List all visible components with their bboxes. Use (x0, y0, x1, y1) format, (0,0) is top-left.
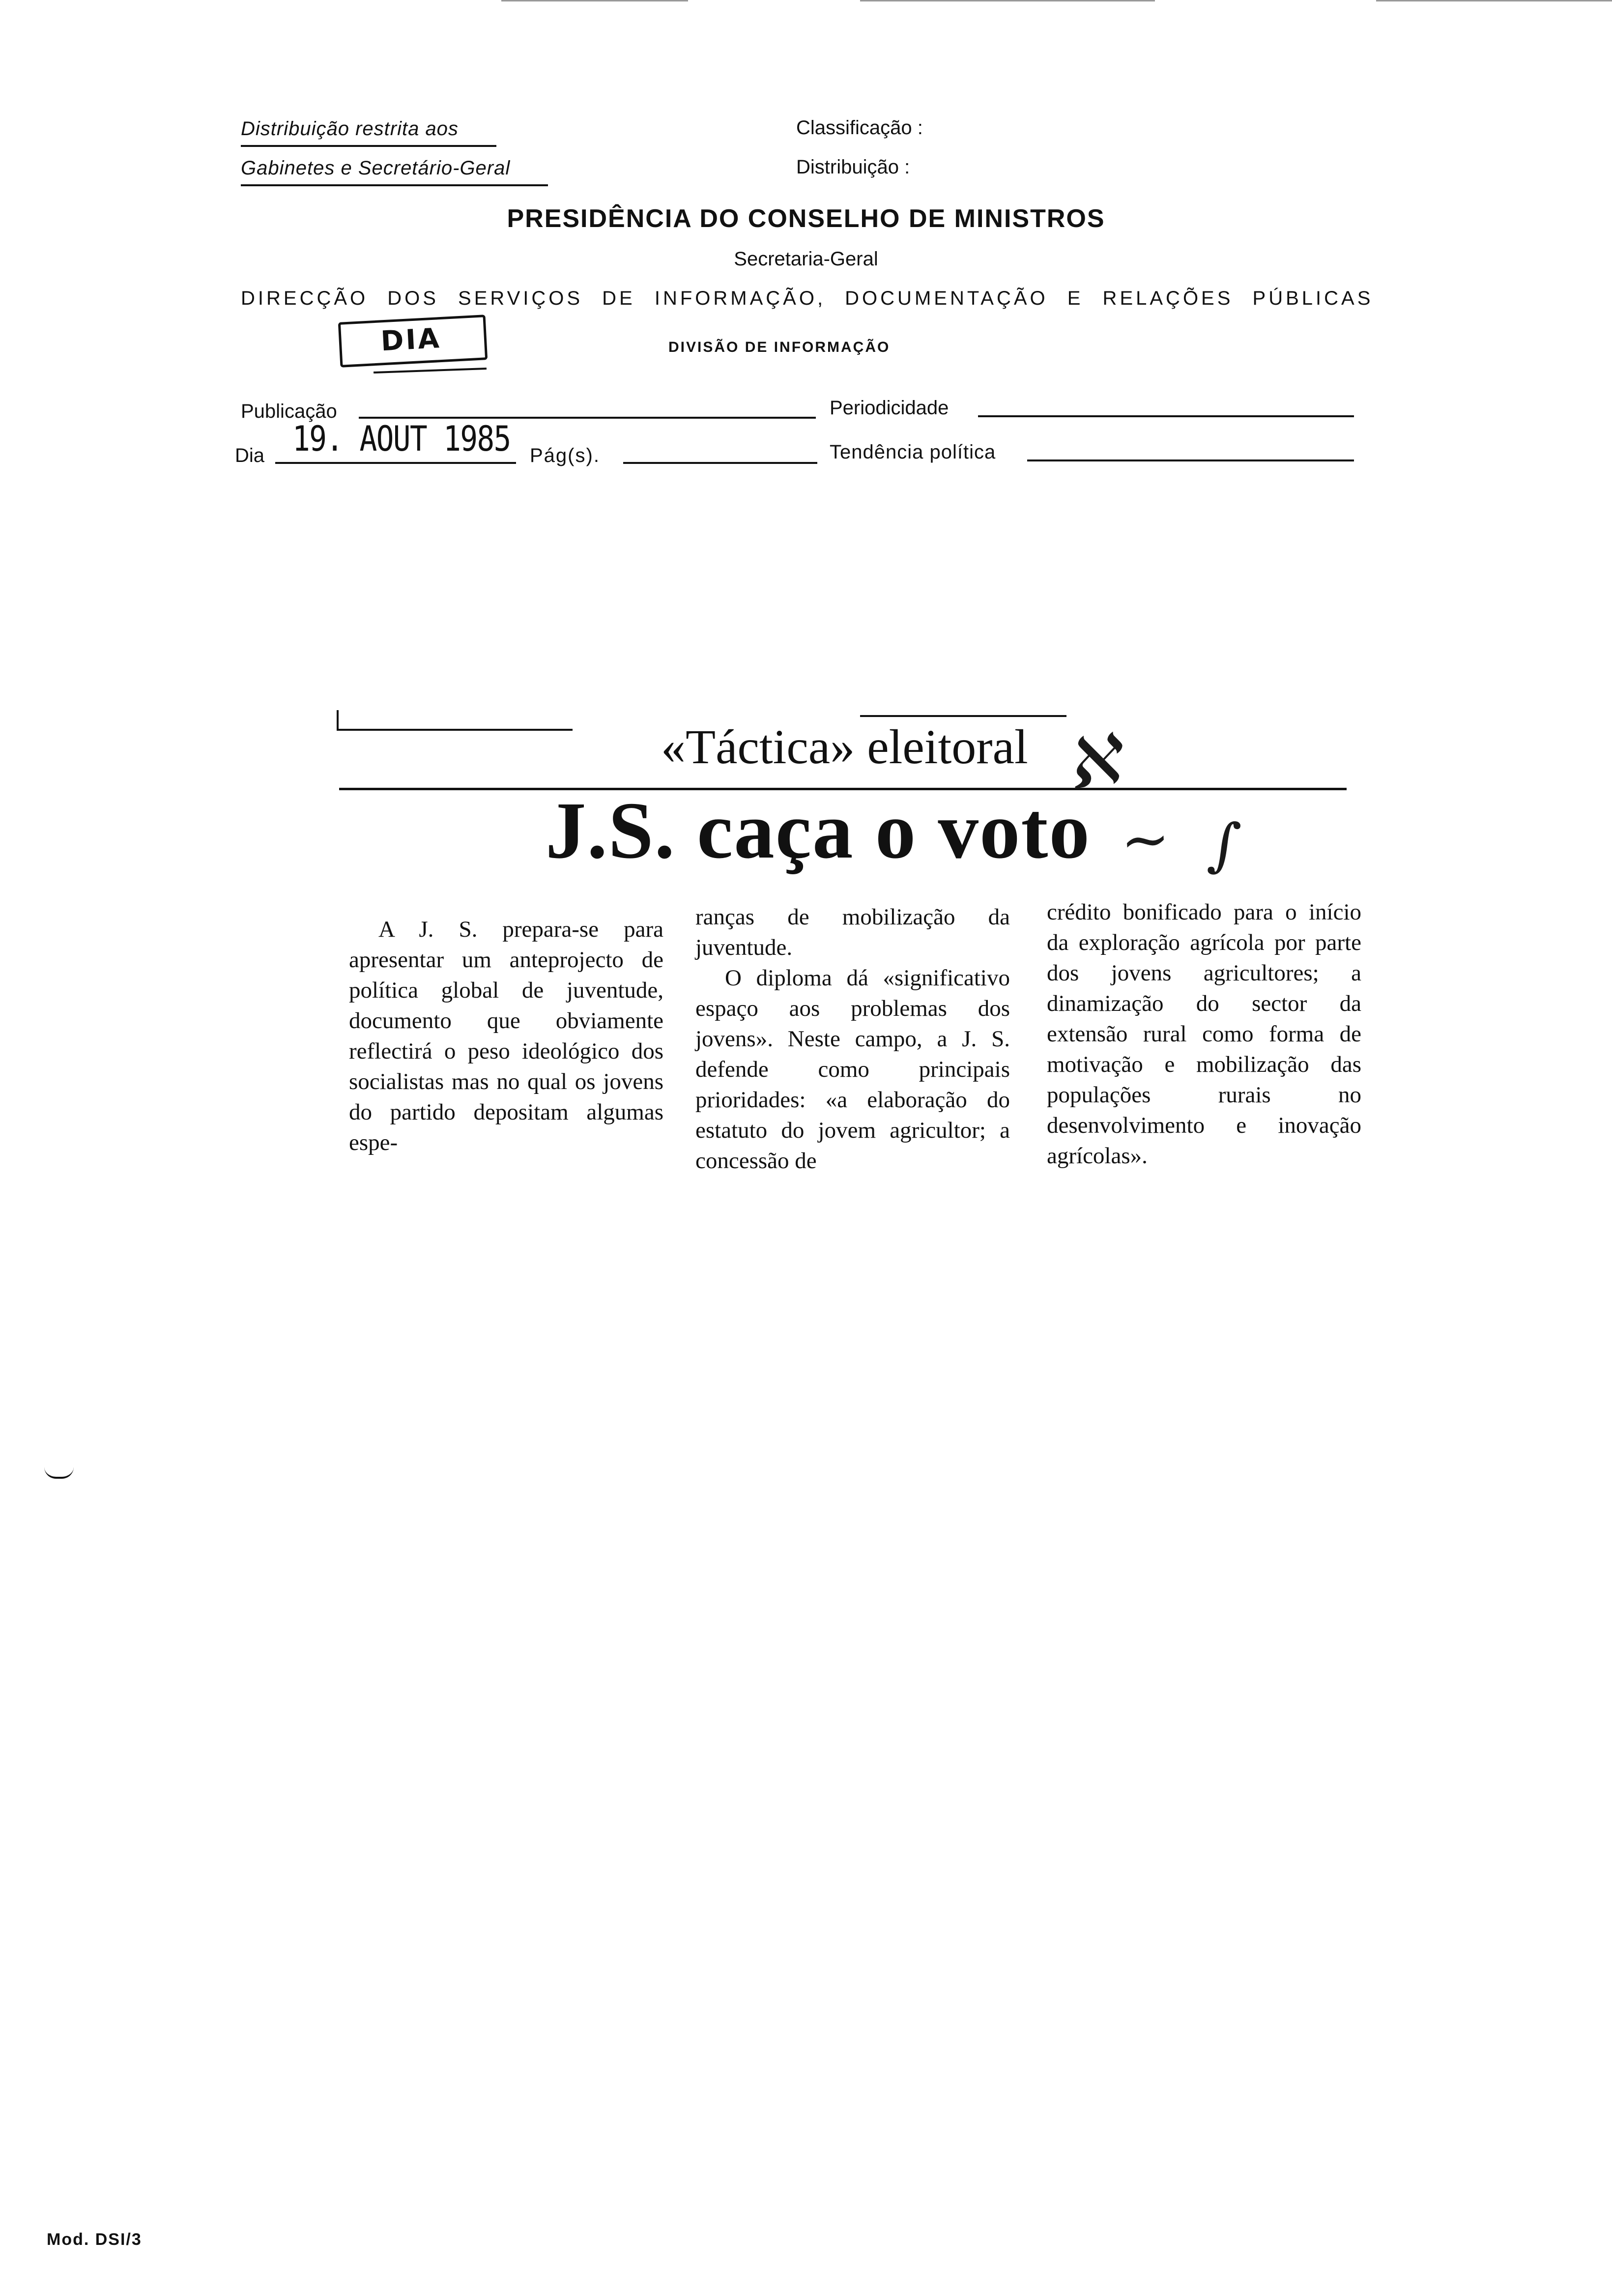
restriction-underline-2 (241, 184, 548, 186)
day-value: 19. AOUT 1985 (292, 419, 511, 459)
distribution-label: Distribuição : (796, 156, 910, 178)
clipping-top-right (860, 715, 1066, 717)
day-field (275, 462, 516, 464)
restriction-line-2 (241, 157, 510, 179)
scan-mark-top-3 (1376, 0, 1612, 1)
publication-label: Publicação (241, 401, 337, 422)
pages-field (623, 462, 817, 464)
column-3-paragraph: crédito bonificado para o início da exploração agrícola por parte dos jovens agricultores; a dinamização do sector da extensão rural como forma de motivação e mobilização das populações rurais no desenvolvimento e inovação agrícolas». (1047, 899, 1361, 1169)
pages-label: Pág(s). (530, 445, 600, 466)
political-label: Tendência política (830, 441, 996, 463)
column-2-paragraph-2: O diploma dá «significativo espaço aos problemas dos jovens». Neste campo, a J. S. defende como principais prioridades: «a elaboração do estatuto do jovem agricultor; a concessão de (695, 965, 1010, 1174)
page-subtitle: Secretaria-Geral (734, 248, 878, 270)
periodicity-label: Periodicidade (830, 397, 949, 419)
scan-mark-left (44, 1467, 74, 1479)
classification-label: Classificação : (796, 117, 923, 139)
restriction-underline-1 (241, 145, 496, 147)
scan-mark-top-1 (501, 0, 688, 1)
periodicity-field (978, 415, 1354, 417)
direction-line: DIRECÇÃO DOS SERVIÇOS DE INFORMAÇÃO, DOCUMENTAÇÃO E RELAÇÕES PÚBLICAS (241, 287, 1374, 309)
column-2-paragraph-1: ranças de mobilização da juventude. (695, 904, 1010, 960)
restriction-line-2-text: Gabinetes e Secretário-Geral (241, 157, 511, 179)
article-kicker: «Táctica» eleitoral (661, 719, 1028, 774)
restriction-line-1-text: Distribuição restrita aos (241, 118, 459, 140)
political-field (1027, 459, 1354, 461)
clipping-corner-v (337, 710, 339, 731)
article-column-2 (695, 902, 1010, 1176)
article-column-3 (1047, 897, 1361, 1171)
day-label: Dia (235, 445, 265, 466)
handwritten-annotation-3: ∫ (1205, 809, 1243, 881)
dia-stamp-text: DIA (380, 322, 442, 358)
page-title: PRESIDÊNCIA DO CONSELHO DE MINISTROS (507, 204, 1105, 233)
clipping-top-left (337, 729, 573, 731)
stamp-mark (374, 368, 487, 373)
restriction-line-1 (241, 118, 459, 140)
column-1-paragraph: A J. S. prepara-se para apresentar um anteprojecto de política global de juventude, documento que obviamente reflectirá o peso ideológico dos socialistas mas no qual os jovens do partido depositam algumas espe- (349, 917, 663, 1155)
article-headline: J.S. caça o voto (546, 785, 1091, 875)
dia-stamp (338, 315, 488, 368)
model-label: Mod. DSI/3 (47, 2230, 142, 2249)
division-line: DIVISÃO DE INFORMAÇÃO (668, 339, 891, 355)
handwritten-annotation-2: ~ (1118, 804, 1173, 876)
article-column-1 (349, 914, 663, 1158)
handwritten-annotation-1: ℵ (1061, 719, 1123, 806)
scan-mark-top-2 (860, 0, 1155, 1)
